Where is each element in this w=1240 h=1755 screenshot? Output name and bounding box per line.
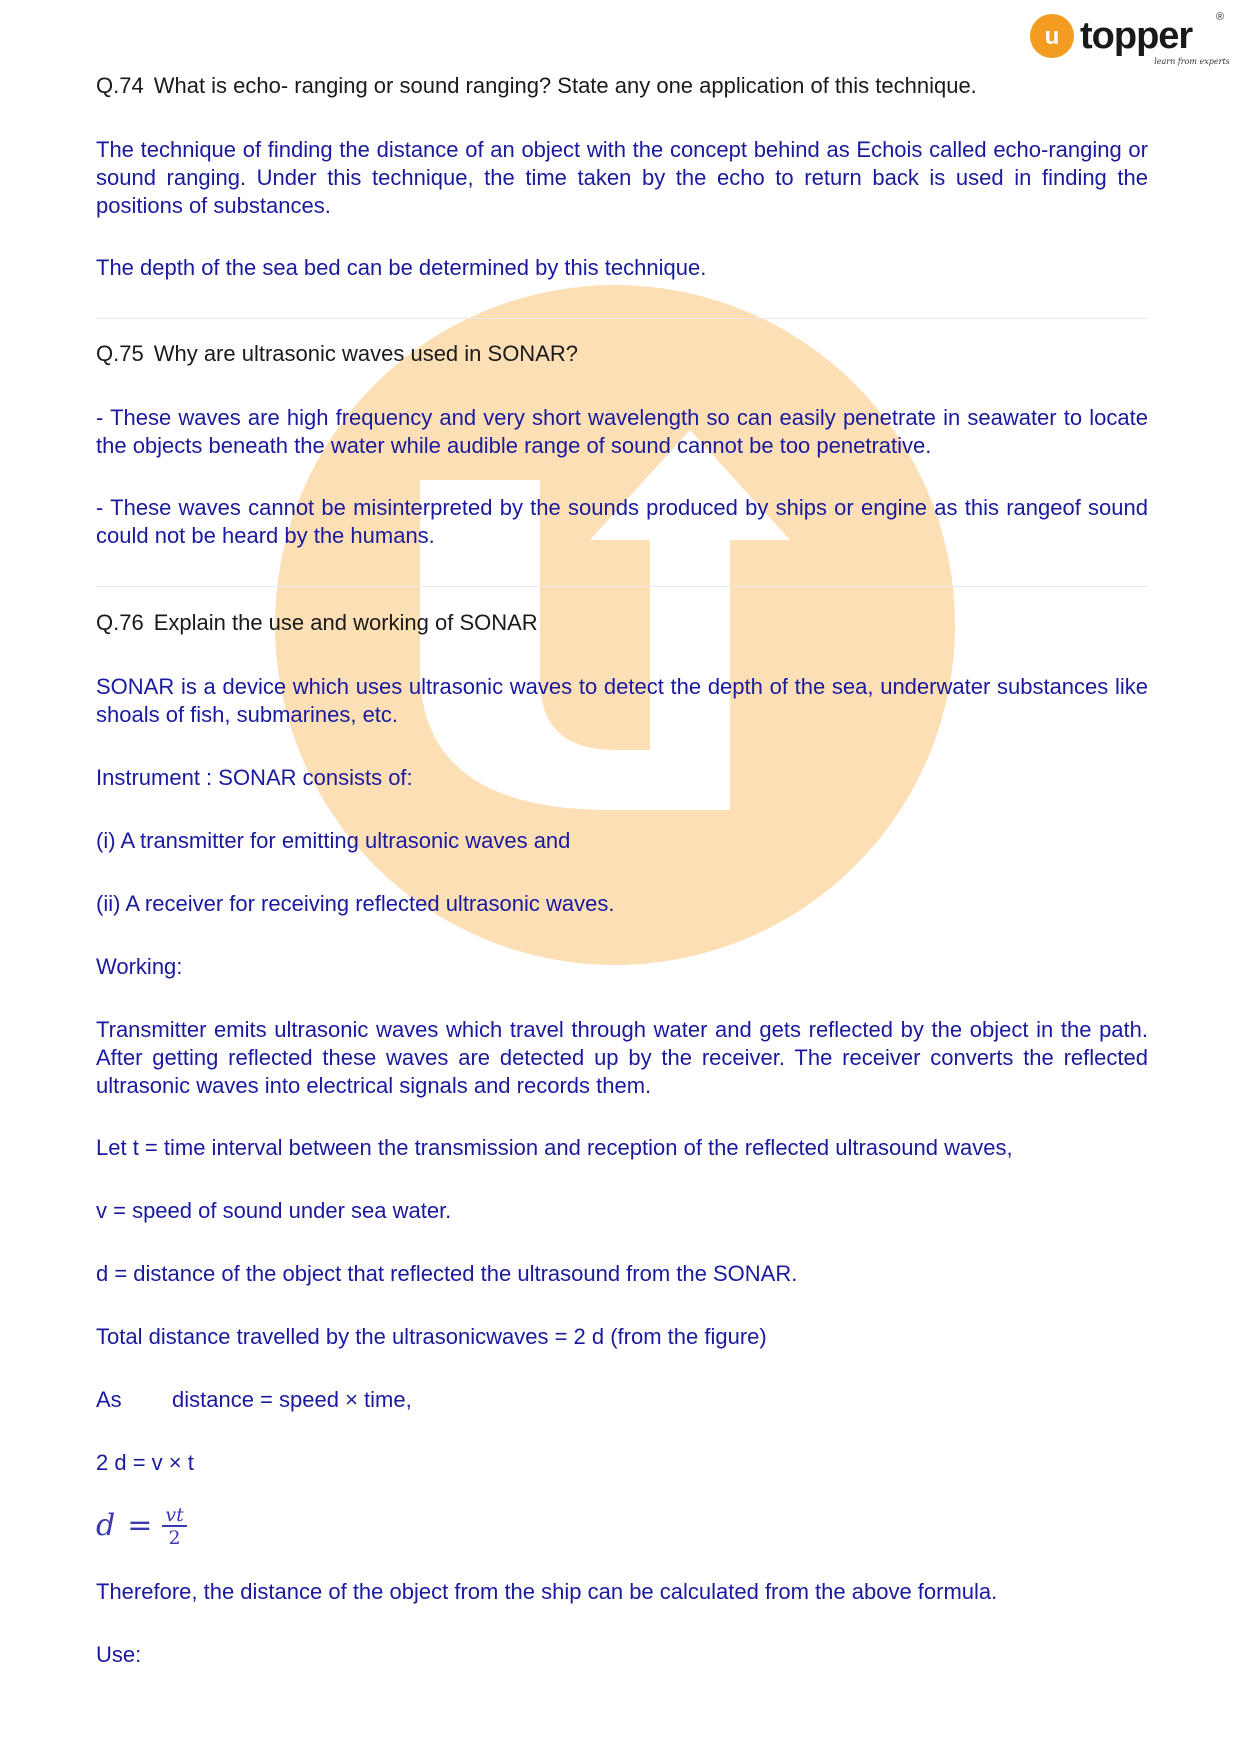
use-heading: Use: <box>96 1642 142 1667</box>
divider <box>96 318 1148 319</box>
conclusion: Therefore, the distance of the object from the ship can be calculated from the above formula. <box>96 1579 998 1604</box>
sonar-intro: SONAR is a device which uses ultrasonic waves to detect the depth of the sea, underwater substances like shoals of fish, submarines, etc. <box>96 674 1148 727</box>
formula-text: distance = speed × time, <box>172 1387 412 1412</box>
fraction-formula <box>96 1500 1148 1552</box>
svg-text:topper: topper <box>1080 15 1193 57</box>
as-label: As <box>96 1387 122 1412</box>
question-number: Q.76 <box>96 610 144 635</box>
svg-text:u: u <box>1044 23 1060 50</box>
fraction-lhs: d <box>96 1508 116 1543</box>
svg-text:learn from experts: learn from experts <box>1154 57 1230 66</box>
definition-v: v = speed of sound under sea water. <box>96 1198 452 1223</box>
instrument-heading: Instrument : SONAR consists of: <box>96 765 413 790</box>
fraction-denominator: 2 <box>168 1526 181 1549</box>
question-74 <box>96 72 1148 100</box>
distance-formula <box>96 1386 1148 1414</box>
instrument-item-2: (ii) A receiver for receiving reflected ultrasonic waves. <box>96 891 615 916</box>
total-distance: Total distance travelled by the ultrasonicwaves = 2 d (from the figure) <box>96 1324 767 1349</box>
fraction-numerator: vt <box>162 1505 186 1527</box>
fraction-equals: = <box>127 1508 153 1543</box>
question-text: Explain the use and working of SONAR <box>153 610 538 635</box>
definition-d: d = distance of the object that reflected the ultrasound from the SONAR. <box>96 1261 798 1286</box>
svg-text:®: ® <box>1215 11 1225 23</box>
answer-74-paragraph-1: The technique of finding the distance of an object with the concept behind as Echois called echo-ranging or sound ranging. Under this technique, the time taken by the echo to return back is used in finding the positions of substances. <box>96 137 1148 218</box>
question-75 <box>96 340 1148 368</box>
question-number: Q.75 <box>96 341 144 366</box>
divider <box>96 586 1148 587</box>
equation: 2 d = v × t <box>96 1450 194 1475</box>
question-text: Why are ultrasonic waves used in SONAR? <box>153 341 578 366</box>
instrument-item-1: (i) A transmitter for emitting ultrasonic waves and <box>96 828 571 853</box>
answer-75-paragraph-2: - These waves cannot be misinterpreted by the sounds produced by ships or engine as this rangeof sound could not be heard by the humans. <box>96 495 1148 548</box>
working-text: Transmitter emits ultrasonic waves which travel through water and gets reflected by the object in the path. After getting reflected these waves are detected up by the receiver. The receiver converts the reflected ultrasonic waves into electrical signals and records them. <box>96 1017 1148 1098</box>
question-76 <box>96 609 1148 637</box>
definition-t: Let t = time interval between the transmission and reception of the reflected ultrasound waves, <box>96 1135 1013 1160</box>
working-heading: Working: <box>96 954 183 979</box>
answer-75-paragraph-1: - These waves are high frequency and very short wavelength so can easily penetrate in seawater to locate the objects beneath the water while audible range of sound cannot be too penetrative. <box>96 405 1148 458</box>
topper-logo[interactable] <box>1030 8 1230 68</box>
question-text: What is echo- ranging or sound ranging? State any one application of this technique. <box>153 73 977 98</box>
question-number: Q.74 <box>96 73 144 98</box>
answer-74-paragraph-2: The depth of the sea bed can be determined by this technique. <box>96 255 707 280</box>
